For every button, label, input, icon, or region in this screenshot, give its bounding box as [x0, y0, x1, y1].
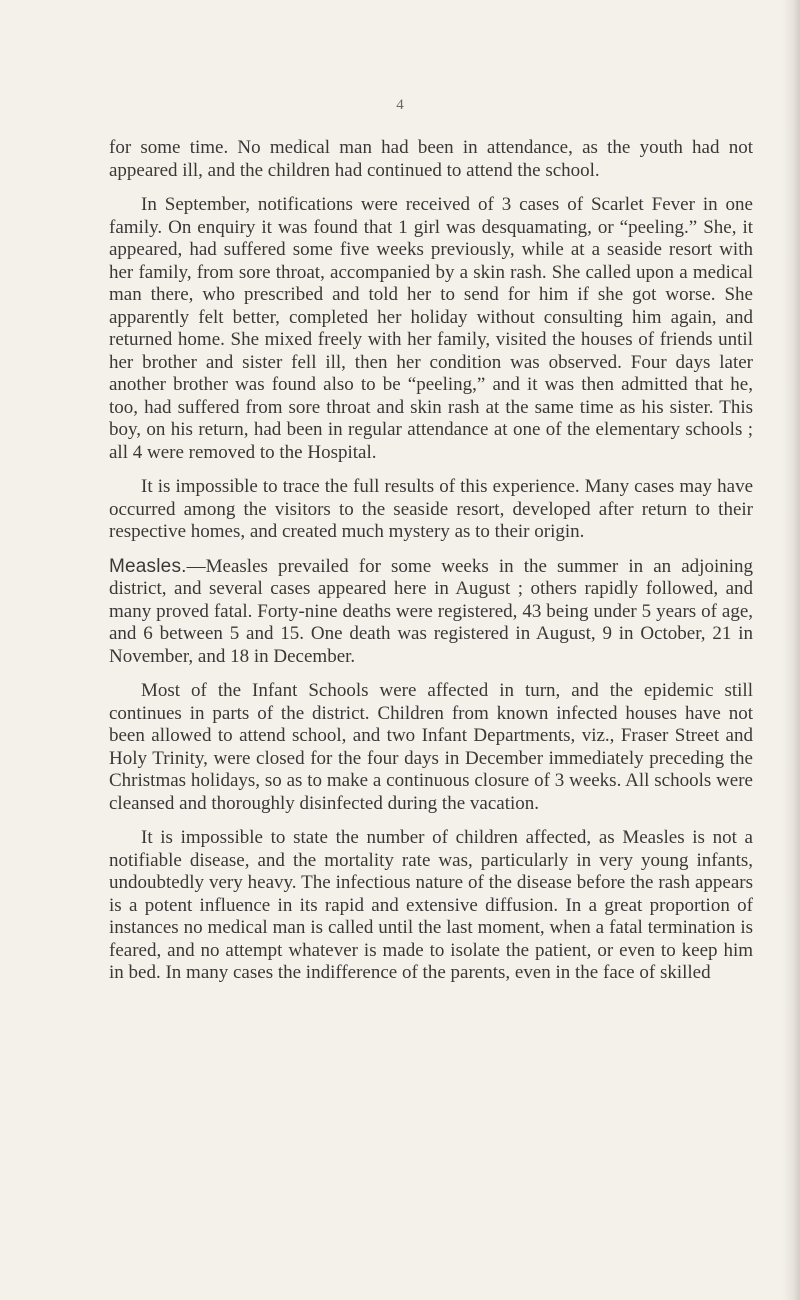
paragraph-text: —Measles prevailed for some weeks in the summer in an adjoining district, and several cases appeared here in August ; others rapidly followed, and many proved fatal. Forty-nine deaths were registered, 43 being under 5 years of age, and 6 between 5 and 15. One death was registered in August, 9 in October, 21 in November, and 18 in December. — [109, 555, 753, 667]
page-number: 4 — [396, 97, 404, 113]
paragraph-text: for some time. No medical man had been in attendance, as the youth had not appeared ill, and the children had continued to attend the school. — [109, 137, 753, 181]
paragraph-text: In September, notifications were received of 3 cases of Scarlet Fever in one family. On enquiry it was found that 1 girl was desquamating, or “peeling.” She, it appeared, had suffered some five weeks previously, while at a seaside resort with her family, from sore throat, accompanied by a skin rash. She called upon a medical man there, who prescribed and told her to send for him if she got worse. She apparently felt better, completed her holiday without consulting him again, and returned home. She mixed freely with her family, visited the houses of friends until her brother and sister fell ill, then her condition was observed. Four days later another brother was found also to be “peeling,” and it was then admitted that he, too, had suffered from sore throat and skin rash at the same time as his sister. This boy, on his return, had been in regular attendance at one of the elementary schools ; all 4 were removed to the Hospital. — [109, 194, 753, 463]
paragraph-results — [109, 476, 753, 544]
paragraph-text: Most of the Infant Schools were affected in turn, and the epidemic still continues in parts of the district. Children from known infected houses have not been allowed to attend school, and two Infant Departments, viz., Fraser Street and Holy Trinity, were closed for the four days in December immediately preceding the Christmas holidays, so as to make a continuous closure of 3 weeks. All schools were cleansed and thoroughly disinfected during the vacation. — [109, 680, 753, 814]
page-edge-shadow — [782, 0, 800, 1300]
paragraph-continuation — [109, 137, 753, 182]
paragraph-text: It is impossible to trace the full results of this experience. Many cases may have occurred among the visitors to the seaside resort, developed after return to their respective homes, and created much mystery as to their origin. — [109, 476, 753, 542]
body-text — [109, 137, 753, 997]
paragraph-measles — [109, 556, 753, 669]
section-heading-measles: Measles. — [109, 555, 187, 577]
paragraph-children-affected — [109, 827, 753, 985]
paragraph-text: It is impossible to state the number of children affected, as Measles is not a notifiable disease, and the mortality rate was, particularly in very young infants, undoubtedly very heavy. The infectious nature of the disease before the rash appears is a potent influence in its rapid and extensive diffusion. In a great proportion of instances no medical man is called until the last moment, when a fatal termination is feared, and no attempt whatever is made to isolate the patient, or even to keep him in bed. In many cases the indifference of the parents, even in the face of skilled — [109, 827, 753, 983]
paragraph-infant-schools — [109, 680, 753, 815]
paragraph-scarlet-fever — [109, 194, 753, 464]
